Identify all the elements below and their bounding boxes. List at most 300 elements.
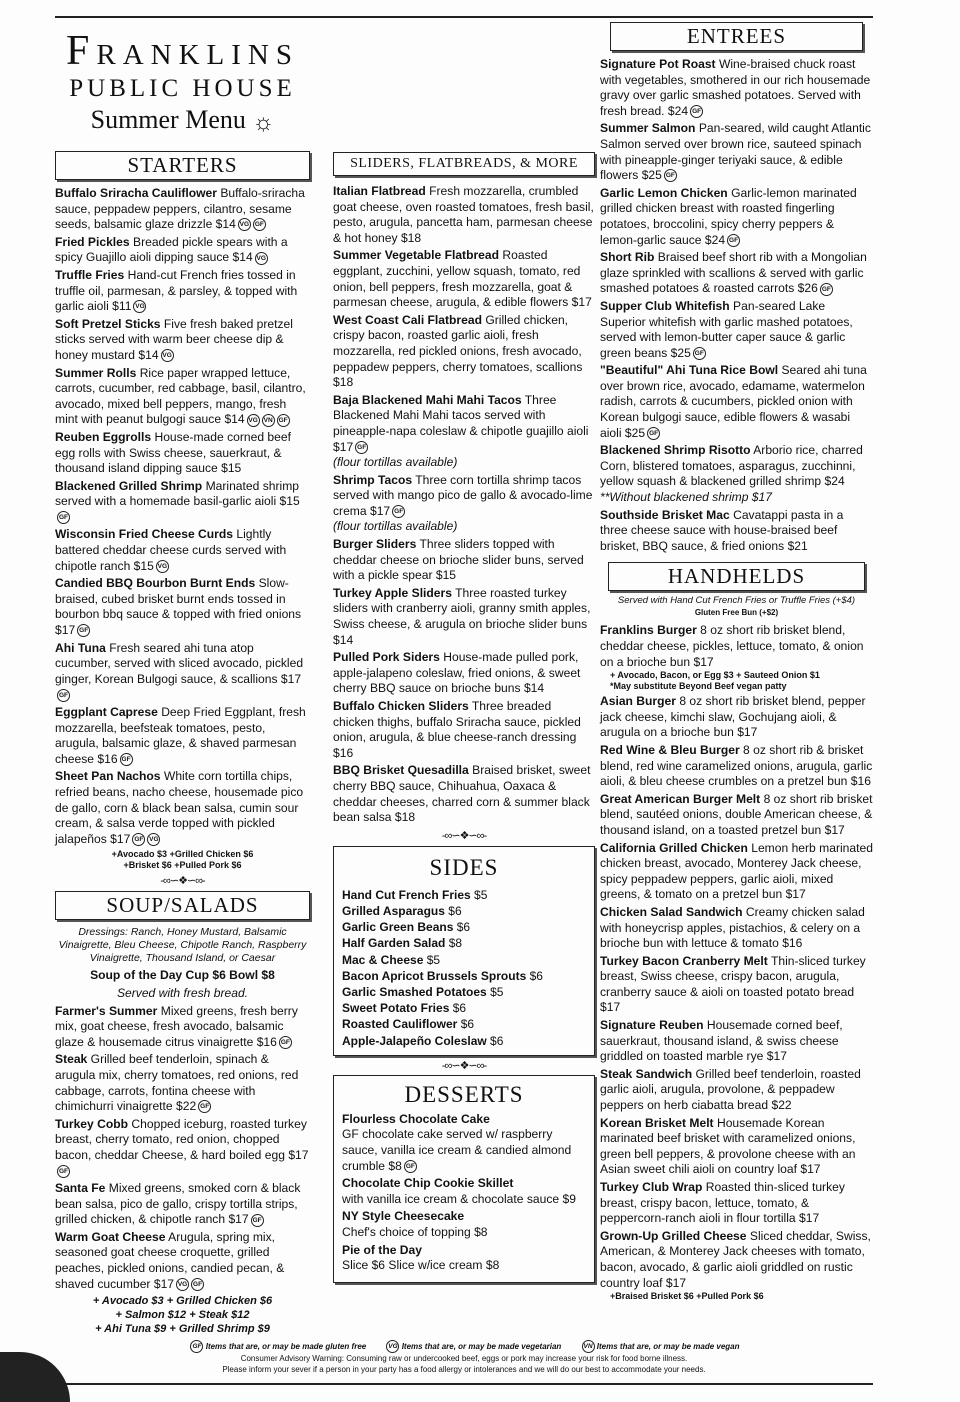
entrees-list: [600, 57, 873, 554]
menu-item: [600, 694, 873, 741]
item-description: Fresh mozzarella, crumbled goat cheese, oven roasted tomatoes, fresh basil, pesto, arugula, pancetta ham, parmesan cheese & hot honey: [333, 184, 594, 245]
menu-item: [600, 121, 873, 183]
ornament-divider: -∞∽❖∽∞-: [441, 829, 487, 842]
item-price: $17: [228, 1212, 249, 1227]
item-name: Santa Fe: [55, 1181, 106, 1196]
item-description: Three roasted turkey sliders with cranberry aioli, granny smith apples, Swiss cheese, & arugula on brioche slider buns: [333, 585, 591, 632]
item-name: Buffalo Sriracha Cauliflower: [55, 186, 217, 200]
gf-badge-icon: GF: [404, 1160, 417, 1173]
sliders-heading: SLIDERS, FLATBREADS, & MORE: [333, 152, 595, 176]
menu-item: [55, 527, 310, 574]
item-price: $24: [824, 474, 845, 489]
item-name: Great American Burger Melt: [600, 791, 761, 806]
item-description: Three corn tortilla shrimp tacos served with mango pico de gallo & avocado-lime crema: [333, 472, 593, 518]
item-description: House-made corned beef egg rolls with Swiss cheese, sauerkraut, & thousand island dipping sauce: [55, 429, 291, 476]
item-description: Mixed greens, fresh berry mix, goat cheese, fresh avocado, balsamic glaze & housemade citrus vinaigrette: [55, 1003, 298, 1049]
dressings-note: Dressings: Ranch, Honey Mustard, Balsamic Vinaigrette, Bleu Cheese, Chipotle Ranch, Raspberry Vinaigrette, Thousand Island, or Caesar: [58, 926, 307, 965]
soup-of-the-day-text: Soup of the Day Cup $6 Bowl $8: [90, 968, 275, 983]
menu-item: [600, 954, 873, 1016]
allergy-note: Please inform your sever if a person in your party has a food allergy or intolerances and we will do our best to accommodate your needs.: [222, 1365, 706, 1374]
gf-badge-icon: GF: [277, 414, 290, 427]
legend-vn-text: Items that are, or may be made vegan: [596, 1341, 740, 1351]
item-price: $17: [288, 1147, 309, 1162]
vg-badge-icon: VG: [238, 218, 251, 231]
side-name: Bacon Apricot Brussels Sprouts: [342, 968, 527, 983]
item-price: $18: [400, 230, 422, 245]
item-price: $17: [110, 831, 131, 846]
item-price: $17: [665, 1275, 687, 1290]
item-extra: + Avocado, Bacon, or Egg $3 + Sauteed Onion $1: [610, 670, 820, 681]
menu-item: [55, 1181, 310, 1228]
item-price: $15: [133, 558, 154, 573]
item-name: Pulled Pork Siders: [333, 650, 440, 665]
item-price: $14: [224, 412, 245, 427]
item-description: Garlic-lemon marinated grilled chicken breast with roasted fingerling potatoes, broccolini, spicy cherry peppers & lemon-garlic sauce: [600, 185, 857, 247]
item-price: $17: [799, 1211, 820, 1226]
menu-item: [55, 235, 310, 266]
item-name: Blackened Shrimp Risotto: [600, 443, 751, 458]
item-name: Warm Goat Cheese: [55, 1229, 166, 1244]
item-price: $18: [394, 810, 416, 825]
item-price: $8: [485, 1258, 500, 1273]
item-price: $11: [112, 299, 132, 314]
item-price: $17: [693, 654, 714, 669]
item-price: $16: [782, 936, 803, 951]
menu-item: [600, 57, 873, 119]
gf-badge-icon: GF: [392, 505, 405, 518]
gf-badge-icon: GF: [693, 347, 706, 360]
item-description: 8 oz short rib brisket blend, sautéed onions, double American cheese, & thousand island, on a toasted pretzel bun: [600, 791, 873, 837]
side-price: $5: [490, 984, 504, 999]
menu-item: [55, 317, 310, 364]
side-item: [342, 903, 586, 919]
item-name: Summer Salmon: [600, 121, 696, 136]
menu-item: [600, 1116, 873, 1178]
item-description: Five fresh baked pretzel sticks served with warm beer cheese dip & honey mustard: [55, 316, 293, 362]
item-price: $25: [670, 345, 691, 360]
item-description: Rice paper wrapped lettuce, carrots, cucumber, red cabbage, basil, cilantro, avocado, mixed bell peppers, mango, fresh mint with peanut bulgogi sauce: [55, 365, 306, 427]
item-note: (flour tortillas available): [333, 519, 458, 534]
menu-item: [333, 473, 595, 535]
gf-badge-icon: GF: [191, 1278, 204, 1291]
side-name: Half Garden Salad: [342, 936, 446, 951]
item-price: $16: [333, 745, 354, 760]
item-price: $24: [667, 103, 689, 118]
menu-item: [55, 1230, 310, 1292]
side-item: [342, 1033, 586, 1049]
item-name: Southside Brisket Mac: [600, 507, 730, 522]
menu-item: [600, 508, 873, 555]
item-description: Roasted thin-sliced turkey breast, crispy bacon, lettuce, tomato, & peppercorn-ranch aioli in flour tortilla: [600, 1180, 845, 1226]
item-name: Fried Pickles: [55, 234, 130, 249]
desserts-heading: DESSERTS: [404, 1081, 524, 1107]
item-name: Buffalo Chicken Sliders: [333, 699, 469, 713]
gf-badge-icon: GF: [253, 218, 266, 231]
item-description: Chopped iceburg, roasted turkey breast, cherry tomato, red onion, chopped bacon, cheddar Cheese, & hard boiled egg: [55, 1116, 307, 1162]
menu-item: [600, 250, 873, 297]
item-price: $24: [704, 232, 726, 247]
menu-item: [333, 699, 595, 761]
diet-legend: [55, 1340, 873, 1353]
brand-header: [55, 28, 310, 139]
menu-item: [55, 641, 310, 703]
item-name: Shrimp Tacos: [333, 472, 413, 487]
item-price: $21: [787, 538, 808, 553]
menu-item: [333, 763, 595, 825]
vg-badge-icon: VG: [176, 1278, 189, 1291]
gf-badge-icon: GF: [664, 169, 677, 182]
item-name: Turkey Apple Sliders: [333, 585, 452, 600]
soup-note: Served with fresh bread.: [116, 985, 249, 1000]
vn-badge-icon: VN: [582, 1340, 595, 1353]
gf-badge-icon: GF: [57, 1165, 70, 1178]
side-name: Garlic Smashed Potatoes: [342, 984, 487, 999]
item-description: Breaded pickle spears with a spicy Guajillo aioli dipping sauce: [55, 234, 288, 265]
item-description: White corn tortilla chips, refried beans, nacho cheese, housemade pico de gallo, corn & black bean salsa, cumin sour cream, & salsa verde topped with pickled jalapeños: [55, 769, 304, 846]
item-price: $8: [388, 1158, 402, 1173]
item-price: $16: [256, 1034, 277, 1049]
side-item: [342, 968, 586, 984]
vg-badge-icon: VG: [156, 560, 169, 573]
menu-item: [55, 576, 310, 638]
item-name: Red Wine & Bleu Burger: [600, 742, 740, 757]
item-description: Sliced cheddar, Swiss, American, & Monterey Jack cheeses with tomato, bacon, avocado, & garlic aioli griddled on rustic country loaf: [600, 1228, 871, 1290]
sides-list: [342, 887, 586, 1049]
entrees-heading: ENTREES: [610, 22, 863, 51]
item-description: Roasted eggplant, zucchini, yellow squash, tomato, red onion, bell peppers, fresh mozzarella, goat & parmesan cheese, arugula, & edible flowers: [333, 248, 581, 310]
item-price: $22: [176, 1099, 197, 1114]
menu-item: [333, 650, 595, 697]
side-price: $6: [456, 920, 471, 935]
side-price: $6: [460, 1017, 475, 1032]
side-price: $6: [529, 968, 543, 983]
gf-badge-icon: GF: [279, 1036, 292, 1049]
item-description: Pan-seared Lake Superior whitefish with garlic mashed potatoes, served with lemon-butter caper sauce & garlic green beans: [600, 298, 853, 360]
item-name: Turkey Cobb: [55, 1116, 129, 1131]
gf-badge-icon: GF: [820, 283, 833, 296]
side-name: Grilled Asparagus: [342, 903, 445, 918]
item-name: Italian Flatbread: [333, 184, 426, 198]
item-price: $17: [153, 1276, 175, 1291]
item-name: Steak Sandwich: [600, 1066, 693, 1081]
item-price: $17: [800, 1162, 821, 1177]
item-name: Supper Club Whitefish: [600, 298, 730, 313]
item-note: (flour tortillas available): [333, 455, 458, 470]
item-name: "Beautiful" Ahi Tuna Rice Bowl: [600, 363, 779, 378]
item-description: Pan-seared, wild caught Atlantic Salmon served over brown rice, sauteed spinach with pineapple-ginger teriyaki sauce, & edible flowers: [600, 121, 871, 183]
vg-badge-icon: VG: [133, 300, 146, 313]
item-name: Sheet Pan Nachos: [55, 769, 161, 784]
item-name: Grown-Up Grilled Cheese: [600, 1228, 747, 1243]
item-name: Turkey Bacon Cranberry Melt: [600, 953, 768, 968]
gf-badge-icon: GF: [198, 1100, 211, 1113]
item-extra: *May substitute Beyond Beef vegan patty: [610, 681, 787, 692]
footer: [55, 1340, 873, 1375]
item-description: Three Blackened Mahi Mahi tacos served with pineapple-napa coleslaw & chipotle guajillo aioli: [333, 392, 589, 438]
menu-item: [55, 430, 310, 477]
item-description: 8 oz short rib brisket blend, pepper jack cheese, kimchi slaw, Gochujang aioli, & arugula on a brioche bun: [600, 694, 866, 740]
menu-item: [55, 479, 310, 526]
item-description: Seared ahi tuna over brown rice, avocado, edamame, watermelon radish, carrots & cucumbers, pickled onion with Korean bulgogi sauce, edible flowers & wasabi aioli: [600, 363, 867, 440]
menu-item: [342, 1209, 586, 1240]
item-price: $14: [215, 217, 236, 232]
item-name: Chocolate Chip Cookie Skillet: [342, 1176, 514, 1191]
sliders-list: [333, 184, 595, 826]
menu-item: [55, 1004, 310, 1051]
item-description: Slice $6 Slice w/ice cream: [342, 1258, 483, 1273]
sun-icon: ☼: [252, 110, 275, 136]
gf-badge-icon: GF: [120, 753, 133, 766]
item-note: **Without blackened shrimp $17: [600, 490, 772, 505]
side-name: Garlic Green Beans: [342, 920, 454, 935]
vg-badge-icon: VG: [147, 833, 160, 846]
gf-badge-icon: GF: [690, 105, 703, 118]
handhelds-note: Served with Hand Cut French Fries or Truffle Fries (+$4): [617, 595, 856, 607]
item-price: $17: [766, 1049, 787, 1064]
item-price: $22: [771, 1098, 792, 1113]
item-description: Housemade corned beef, sauerkraut, thousand island, & swiss cheese griddled on toasted marble rye: [600, 1018, 843, 1064]
item-description: Lightly battered cheddar cheese curds served with chipotle ranch: [55, 527, 287, 573]
side-item: [342, 919, 586, 935]
left-column: [55, 28, 310, 1336]
item-description: Marinated shrimp served with a homemade basil-garlic aioli: [55, 478, 299, 509]
side-price: $8: [448, 936, 463, 951]
side-item: [342, 1016, 586, 1032]
item-description: Grilled beef tenderloin, roasted garlic aioli, arugula, provolone, & peppadew peppers on herb ciabatta bread: [600, 1066, 861, 1113]
brand-subtitle: PUBLIC HOUSE: [69, 75, 296, 102]
item-extra: +Braised Brisket $6 +Pulled Pork $6: [610, 1291, 764, 1302]
desserts-list: [342, 1112, 586, 1274]
item-description: Thin-sliced turkey breast, Swiss cheese, crispy bacon, arugula, cranberry sauce & aioli on toasted potato bread: [600, 953, 866, 999]
menu-title-text: Summer Menu: [90, 105, 246, 134]
item-description: Wine-braised chuck roast with vegetables, smothered in our rich housemade gravy over garlic smashed potatoes. Served with fresh bread.: [600, 57, 871, 118]
menu-item: [342, 1176, 586, 1207]
menu-item: [600, 1018, 873, 1065]
item-price: $17: [280, 671, 302, 686]
item-name: NY Style Cheesecake: [342, 1209, 465, 1224]
item-name: Steak: [55, 1052, 88, 1067]
soup-salads-heading: SOUP/SALADS: [55, 891, 310, 920]
right-column: [600, 22, 873, 1304]
menu-item: [600, 363, 873, 441]
menu-item: [342, 1112, 586, 1174]
item-price: $14: [523, 681, 545, 696]
salads-list: [55, 1004, 310, 1293]
menu-item: [600, 743, 873, 790]
item-price: $15: [279, 494, 300, 509]
consumer-advisory: Consumer Advisory Warning: Consuming raw or undercooked beef, eggs or pork may increase your risk for food borne illness.: [240, 1354, 688, 1363]
legend-vn: [580, 1342, 740, 1351]
item-name: Pie of the Day: [342, 1242, 422, 1257]
gf-badge-icon: GF: [132, 833, 145, 846]
menu-item: [333, 184, 595, 246]
gluten-free-bun-note: Gluten Free Bun (+$2): [694, 608, 779, 618]
item-name: Blackened Grilled Shrimp: [55, 478, 203, 493]
item-name: Flourless Chocolate Cake: [342, 1111, 490, 1126]
item-name: Eggplant Caprese: [55, 705, 158, 719]
item-description: Cavatappi pasta in a three cheese sauce with house-braised beef brisket, BBQ sauce, & fried onions: [600, 507, 844, 553]
item-name: Reuben Eggrolls: [55, 429, 152, 444]
side-price: $6: [490, 1033, 504, 1048]
item-price: $17: [737, 725, 758, 740]
item-description: Housemade Korean marinated beef brisket with caramelized onions, green bell peppers, & provolone cheese with an Asian sweet chili aioli on country loaf: [600, 1115, 856, 1177]
salad-addons-3: + Ahi Tuna $9 + Grilled Shrimp $9: [95, 1323, 270, 1336]
item-price: $16: [97, 751, 118, 766]
item-price: $15: [435, 568, 457, 583]
vg-badge-icon: VG: [386, 1340, 399, 1353]
side-item: [342, 887, 586, 903]
gf-badge-icon: GF: [727, 234, 740, 247]
item-description: Deep Fried Eggplant, fresh mozzarella, beefsteak tomatoes, pesto, arugula, balsamic glaze, & shaved parmesan cheese: [55, 705, 306, 766]
sides-box: [333, 846, 595, 1056]
gf-badge-icon: GF: [57, 511, 70, 524]
item-price: $17: [55, 623, 76, 638]
item-name: Soft Pretzel Sticks: [55, 316, 161, 331]
menu-item: [55, 705, 310, 767]
ornament-divider: -∞∽❖∽∞-: [160, 875, 205, 888]
menu-item: [600, 1229, 873, 1302]
item-description: 8 oz short rib brisket blend, cheddar cheese, pickles, lettuce, tomato, & onion on a brioche bun: [600, 623, 864, 669]
side-item: [342, 935, 586, 951]
side-name: Sweet Potato Fries: [342, 1001, 450, 1016]
starters-addons-1: +Avocado $3 +Grilled Chicken $6: [111, 849, 254, 860]
item-price: $16: [850, 774, 871, 789]
item-price: $18: [333, 375, 354, 390]
item-description: Creamy chicken salad with honeycrisp apples, pistachios, & celery on a brioche bun with lettuce & tomato: [600, 904, 865, 951]
item-name: Turkey Club Wrap: [600, 1180, 703, 1194]
handhelds-heading: HANDHELDS: [608, 562, 865, 591]
menu-item: [55, 1052, 310, 1114]
item-name: Candied BBQ Bourbon Burnt Ends: [55, 576, 256, 591]
side-price: $5: [474, 887, 488, 902]
item-name: Signature Reuben: [600, 1018, 704, 1033]
side-price: $5: [426, 952, 441, 967]
menu-item: [55, 268, 310, 315]
item-price: $14: [138, 347, 159, 362]
menu-title: [55, 104, 310, 139]
vg-badge-icon: VG: [247, 414, 260, 427]
menu-item: [600, 841, 873, 903]
side-name: Apple-Jalapeño Coleslaw: [342, 1033, 487, 1048]
legend-vg-text: Items that are, or may be made vegetarian: [401, 1341, 562, 1351]
brand-name: Franklins: [66, 28, 299, 74]
gf-badge-icon: GF: [251, 1214, 264, 1227]
gf-badge-icon: GF: [57, 689, 70, 702]
side-name: Hand Cut French Fries: [342, 887, 471, 902]
item-description: Braised beef short rib with a Mongolian glaze sprinkled with scallions & served with garlic smashed potatoes & roasted carrots: [600, 250, 867, 296]
item-description: Arugula, spring mix, seasoned goat cheese croquette, grilled peaches, pickled onions, candied pecan, & shaved cucumber: [55, 1229, 285, 1291]
legend-gf-text: Items that are, or may be made gluten free: [205, 1341, 367, 1351]
menu-item: [600, 792, 873, 839]
item-description: Fresh seared ahi tuna atop cucumber, served with sliced avocado, pickled ginger, Korean Bulgogi sauce, & scallions: [55, 640, 304, 686]
item-description: 8 oz short rib & brisket blend, red wine caramelized onions, arugula, garlic aioli, & bleu cheese crumbles on a pretzel bun: [600, 742, 873, 789]
vg-badge-icon: VG: [161, 349, 174, 362]
item-price: $9: [562, 1191, 576, 1206]
item-name: Garlic Lemon Chicken: [600, 185, 728, 200]
side-price: $6: [448, 903, 462, 918]
item-description: Three breaded chicken thighs, buffalo Sriracha sauce, pickled onion, arugula, & blue cheese-ranch dressing: [333, 699, 581, 745]
item-price: $17: [785, 887, 806, 902]
item-description: Slow-braised, cubed brisket burnt ends tossed in bourbon bbq sauce & topped with fried onions: [55, 576, 302, 622]
item-description: Three sliders topped with cheddar cheese on brioche slider buns, served with a pickle spear: [333, 537, 584, 583]
gf-badge-icon: GF: [355, 441, 368, 454]
item-price: $25: [641, 168, 662, 183]
item-name: California Grilled Chicken: [600, 840, 748, 855]
side-name: Roasted Cauliflower: [342, 1017, 458, 1032]
item-name: Farmer's Summer: [55, 1003, 158, 1018]
menu-item: [342, 1243, 586, 1274]
menu-item: [600, 299, 873, 361]
salad-addons-1: + Avocado $3 + Grilled Chicken $6: [92, 1295, 273, 1308]
starters-addons-2: +Brisket $6 +Pulled Pork $6: [123, 860, 242, 871]
item-name: Franklins Burger: [600, 623, 697, 638]
menu-item: [55, 366, 310, 428]
starters-heading: STARTERS: [55, 151, 310, 180]
side-item: [342, 1000, 586, 1016]
item-description: Hand-cut French fries tossed in truffle oil, parmesan, & parsley, & topped with garlic aioli: [55, 267, 298, 314]
item-price: $25: [624, 425, 646, 440]
item-name: Summer Rolls: [55, 365, 137, 380]
item-name: West Coast Cali Flatbread: [333, 312, 482, 327]
item-price: $17: [369, 503, 391, 518]
item-name: Truffle Fries: [55, 267, 125, 282]
menu-item: [333, 248, 595, 310]
menu-item: [600, 1180, 873, 1227]
item-name: Ahi Tuna: [55, 640, 106, 655]
item-description: Mixed greens, smoked corn & black bean salsa, pico de gallo, crispy tortilla strips, grilled chicken, & chipotle ranch: [55, 1181, 301, 1227]
side-name: Mac & Cheese: [342, 952, 424, 967]
menu-item: [600, 1067, 873, 1114]
bottom-rule: [55, 1383, 873, 1385]
item-name: Korean Brisket Melt: [600, 1115, 714, 1130]
side-item: [342, 952, 586, 968]
vn-badge-icon: VN: [262, 414, 275, 427]
desserts-box: [333, 1075, 595, 1283]
item-name: Summer Vegetable Flatbread: [333, 248, 500, 263]
menu-item: [333, 586, 595, 648]
starters-list: [55, 186, 310, 847]
soup-of-the-day: [55, 968, 310, 984]
item-name: Asian Burger: [600, 694, 676, 709]
item-description: Arborio rice, charred Corn, blistered tomatoes, asparagus, zucchinni, yellow squash & blackened grilled shrimp: [600, 443, 863, 489]
item-description: GF chocolate cake served w/ raspberry sauce, vanilla ice cream & candied almond crumble: [342, 1127, 572, 1173]
item-price: $14: [333, 632, 354, 647]
gf-badge-icon: GF: [77, 624, 90, 637]
menu-item: [600, 623, 873, 692]
side-item: [342, 984, 586, 1000]
handhelds-list: [600, 623, 873, 1302]
menu-item: [600, 443, 873, 505]
gf-badge-icon: GF: [647, 427, 660, 440]
item-description: Buffalo-sriracha sauce, peppadew peppers, cilantro, sesame seeds, balsamic glaze drizzle: [55, 186, 305, 232]
ornament-divider: -∞∽❖∽∞-: [441, 1059, 487, 1072]
item-price: $17: [824, 822, 845, 837]
item-name: Signature Pot Roast: [600, 57, 716, 71]
item-description: with vanilla ice cream & chocolate sauce: [342, 1191, 560, 1206]
menu-item: [55, 769, 310, 847]
side-price: $6: [452, 1001, 467, 1016]
gf-badge-icon: GF: [190, 1340, 203, 1353]
item-price: $17: [571, 295, 592, 310]
top-rule: [55, 16, 873, 18]
salad-addons-2: + Salmon $12 + Steak $12: [115, 1309, 250, 1322]
item-description: Chef's choice of topping: [342, 1224, 471, 1239]
item-price: $8: [474, 1224, 488, 1239]
item-price: $17: [333, 439, 354, 454]
menu-item: [600, 905, 873, 952]
middle-column: [333, 152, 595, 1283]
menu-item: [333, 537, 595, 584]
